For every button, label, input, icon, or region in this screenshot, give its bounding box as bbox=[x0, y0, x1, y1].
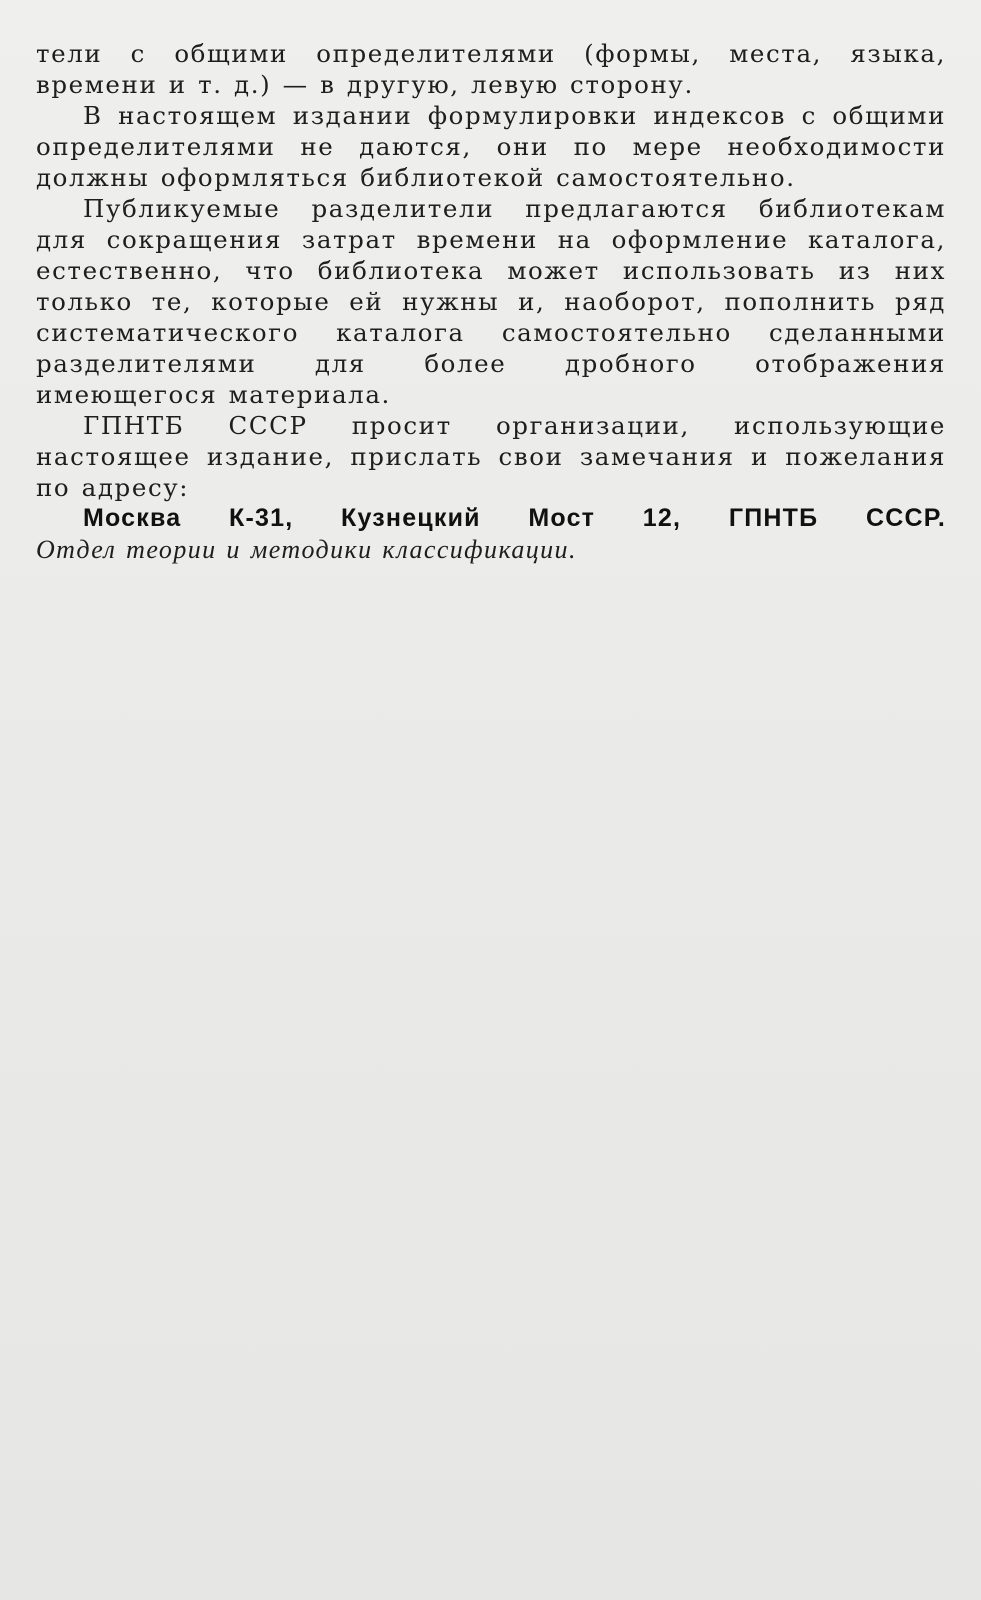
paragraph-formulations: В настоящем издании формулировки индексов с общими определителями не даются, они по мере необходимости должны оформляться библиотекой самостоятельно. bbox=[36, 101, 946, 192]
postal-address: Москва К-31, Кузнецкий Мост 12, ГПНТБ СССР. bbox=[83, 504, 946, 532]
body-text bbox=[36, 38, 946, 565]
department-name: Отдел теории и методики классификации. bbox=[36, 535, 577, 564]
paragraph-dividers: Публикуемые разделители предлагаются библиотекам для сокращения затрат времени на оформление каталога, естественно, что библиотека может использовать из них только те, которые ей нужны и, наоборот, пополнить ряд систематического каталога самостоятельно сделанными разделителями для более дробного отображения имеющегося материала. bbox=[36, 194, 946, 409]
paragraph-request: ГПНТБ СССР просит организации, использующие настоящее издание, прислать свои замечания и пожелания по адресу: bbox=[36, 411, 946, 502]
paragraph-continuation: тели с общими определителями (формы, места, языка, времени и т. д.) — в другую, левую сторону. bbox=[36, 39, 946, 99]
